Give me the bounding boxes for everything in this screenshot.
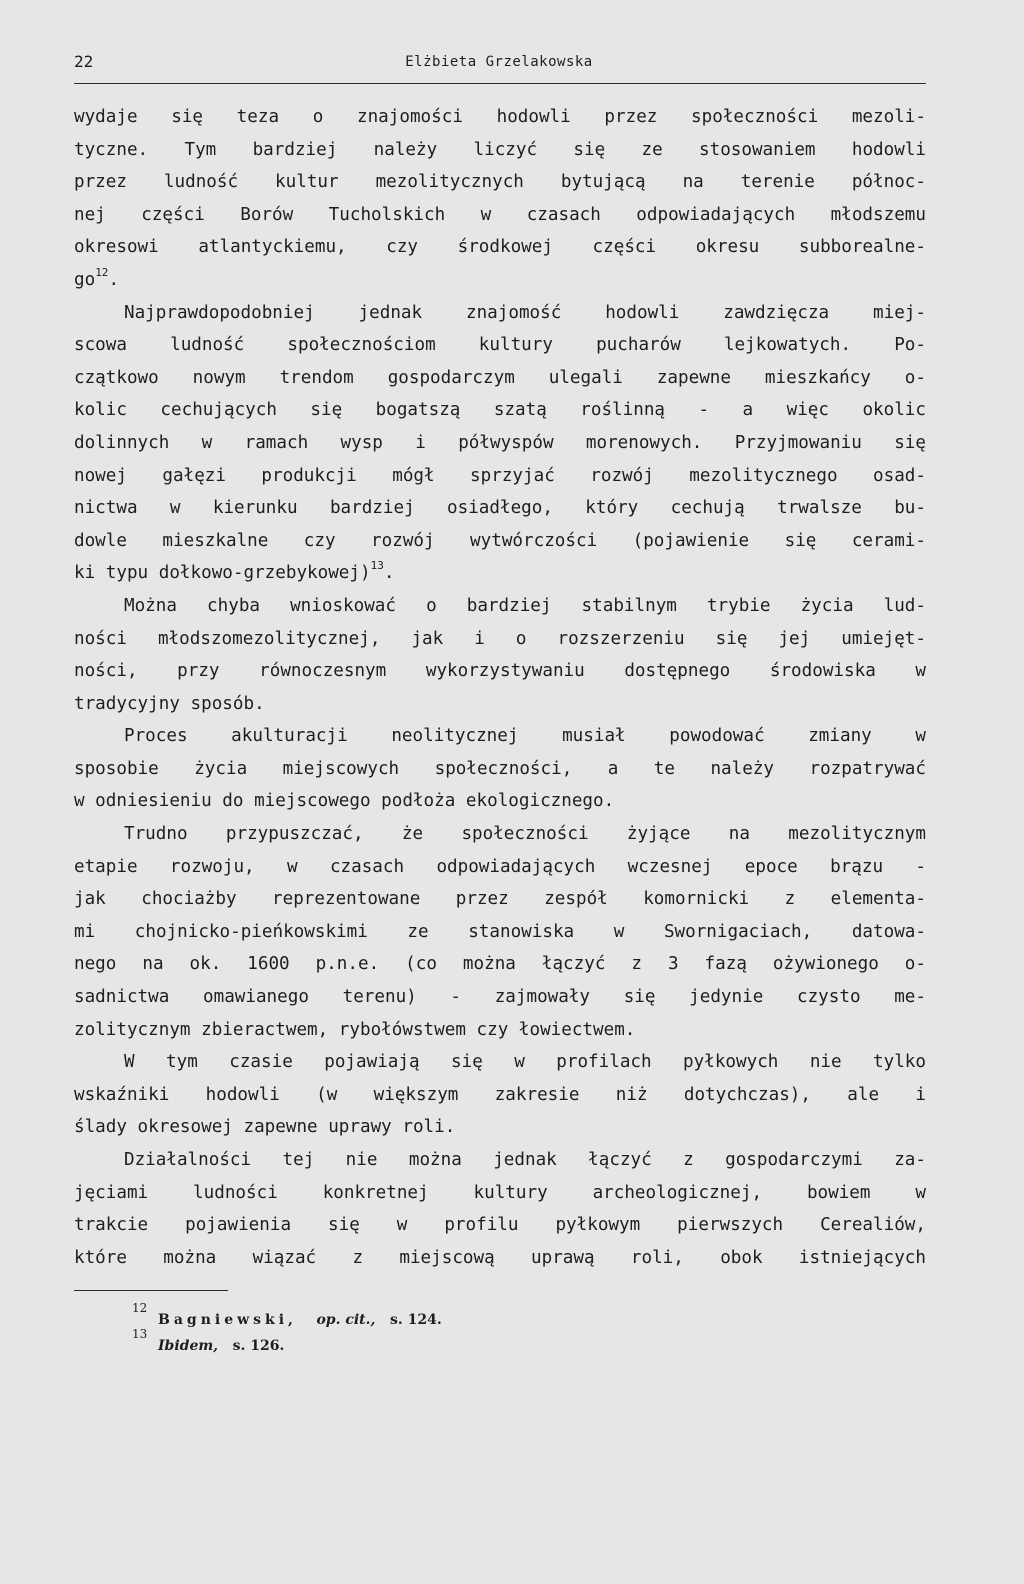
text-line: mi chojnicko-pieńkowskimi ze stanowiska w Swornigaciach, datowa-: [74, 921, 926, 942]
text-line: trakcie pojawienia się w profilu pyłkowym pierwszych Cerealiów,: [74, 1215, 926, 1236]
footnote-page: s. 124.: [390, 1312, 442, 1328]
footnote-number: 13: [132, 1327, 148, 1341]
text-line: ności młodszomezolitycznej, jak i o rozszerzeniu się jej umiejęt-: [74, 628, 926, 649]
text-line: Proces akulturacji neolitycznej musiał powodować zmiany w: [124, 726, 926, 747]
body-text: [74, 101, 926, 1274]
text-line: tyczne. Tym bardziej należy liczyć się ze stosowaniem hodowli: [74, 139, 926, 160]
text-line: jęciami ludności konkretnej kultury archeologicznej, bowiem w: [74, 1182, 926, 1203]
text-line: ności, przy równoczesnym wykorzystywaniu dostępnego środowiska w: [74, 661, 926, 682]
footnote-ref-13: 13: [370, 559, 384, 573]
text-line: ślady okresowej zapewne uprawy roli.: [74, 1117, 456, 1138]
header-rule: [74, 83, 926, 84]
text-line: nego na ok. 1600 p.n.e. (co można łączyć z 3 fazą ożywionego o-: [74, 954, 926, 975]
running-head: [74, 52, 924, 76]
text-line: wskaźniki hodowli (w większym zakresie niż dotychczas), ale i: [74, 1084, 926, 1105]
text-line: $go^{12}$.: [74, 265, 120, 290]
text-line: okresowi atlantyckiemu, czy środkowej części okresu subborealne-: [74, 237, 926, 258]
footnote-ref: Ibidem,: [158, 1338, 219, 1354]
footnote-page: s. 126.: [232, 1338, 285, 1354]
text-line: sposobie życia miejscowych społeczności, a te należy rozpatrywać: [74, 758, 926, 779]
text-line: które można wiązać z miejscową uprawą roli, obok istniejących: [74, 1247, 926, 1268]
text-line: scowa ludność społecznościom kultury pucharów lejkowatych. Po-: [74, 335, 926, 356]
text-line: dolinnych w ramach wysp i półwyspów morenowych. Przyjmowaniu się: [74, 432, 926, 453]
text-line: W tym czasie pojawiają się w profilach pyłkowych nie tylko: [124, 1052, 926, 1073]
footnote-author: Bagniewski,: [158, 1312, 297, 1328]
text-line: w odniesieniu do miejscowego podłoża ekologicznego.: [74, 791, 615, 812]
footnote-13: [132, 1328, 832, 1354]
text-line: Trudno przypuszczać, że społeczności żyjące na mezolitycznym: [124, 824, 926, 845]
text-line: Działalności tej nie można jednak łączyć z gospodarczymi za-: [124, 1150, 926, 1170]
text-line: etapie rozwoju, w czasach odpowiadających wczesnej epoce brązu -: [74, 856, 926, 877]
footnote-12: [132, 1302, 832, 1328]
footnote-ref: op. cit.,: [316, 1312, 376, 1328]
footnotes: [132, 1302, 832, 1354]
text-line: czątkowo nowym trendom gospodarczym ulegali zapewne mieszkańcy o-: [74, 367, 926, 388]
text-line: nowej gałęzi produkcji mógł sprzyjać rozwój mezolitycznego osad-: [74, 465, 926, 486]
text-line: przez ludność kultur mezolitycznych bytującą na terenie północ-: [74, 172, 926, 193]
text-line: nictwa w kierunku bardziej osiadłego, który cechują trwalsze bu-: [74, 498, 926, 519]
text-line: dowle mieszkalne czy rozwój wytwórczości (pojawienie się cerami-: [74, 530, 926, 551]
running-head-author: Elżbieta Grzelakowska: [405, 54, 593, 70]
footnote-rule: [74, 1290, 228, 1291]
text-line: ki typu dołkowo-grzebykowej)$^{13}$.: [74, 559, 395, 584]
text-line: kolic cechujących się bogatszą szatą roślinną - a więc okolic: [74, 400, 926, 421]
text-line: nej części Borów Tucholskich w czasach odpowiadających młodszemu: [74, 204, 926, 225]
text-line: Najprawdopodobniej jednak znajomość hodowli zawdzięcza miej-: [124, 302, 926, 323]
footnote-number: 12: [132, 1301, 148, 1315]
footnote-ref-12: 12: [95, 265, 109, 279]
page-number: 22: [74, 52, 94, 71]
text-line: jak chociażby reprezentowane przez zespół komornicki z elementa-: [74, 889, 926, 910]
text-line: Można chyba wnioskować o bardziej stabilnym trybie życia lud-: [124, 595, 926, 616]
text-line: tradycyjny sposób.: [74, 693, 265, 714]
text-line: zolitycznym zbieractwem, rybołówstwem czy łowiectwem.: [74, 1019, 636, 1040]
text-line: wydaje się teza o znajomości hodowli przez społeczności mezoli-: [74, 107, 926, 127]
text-line: sadnictwa omawianego terenu) - zajmowały się jedynie czysto me-: [74, 987, 926, 1008]
